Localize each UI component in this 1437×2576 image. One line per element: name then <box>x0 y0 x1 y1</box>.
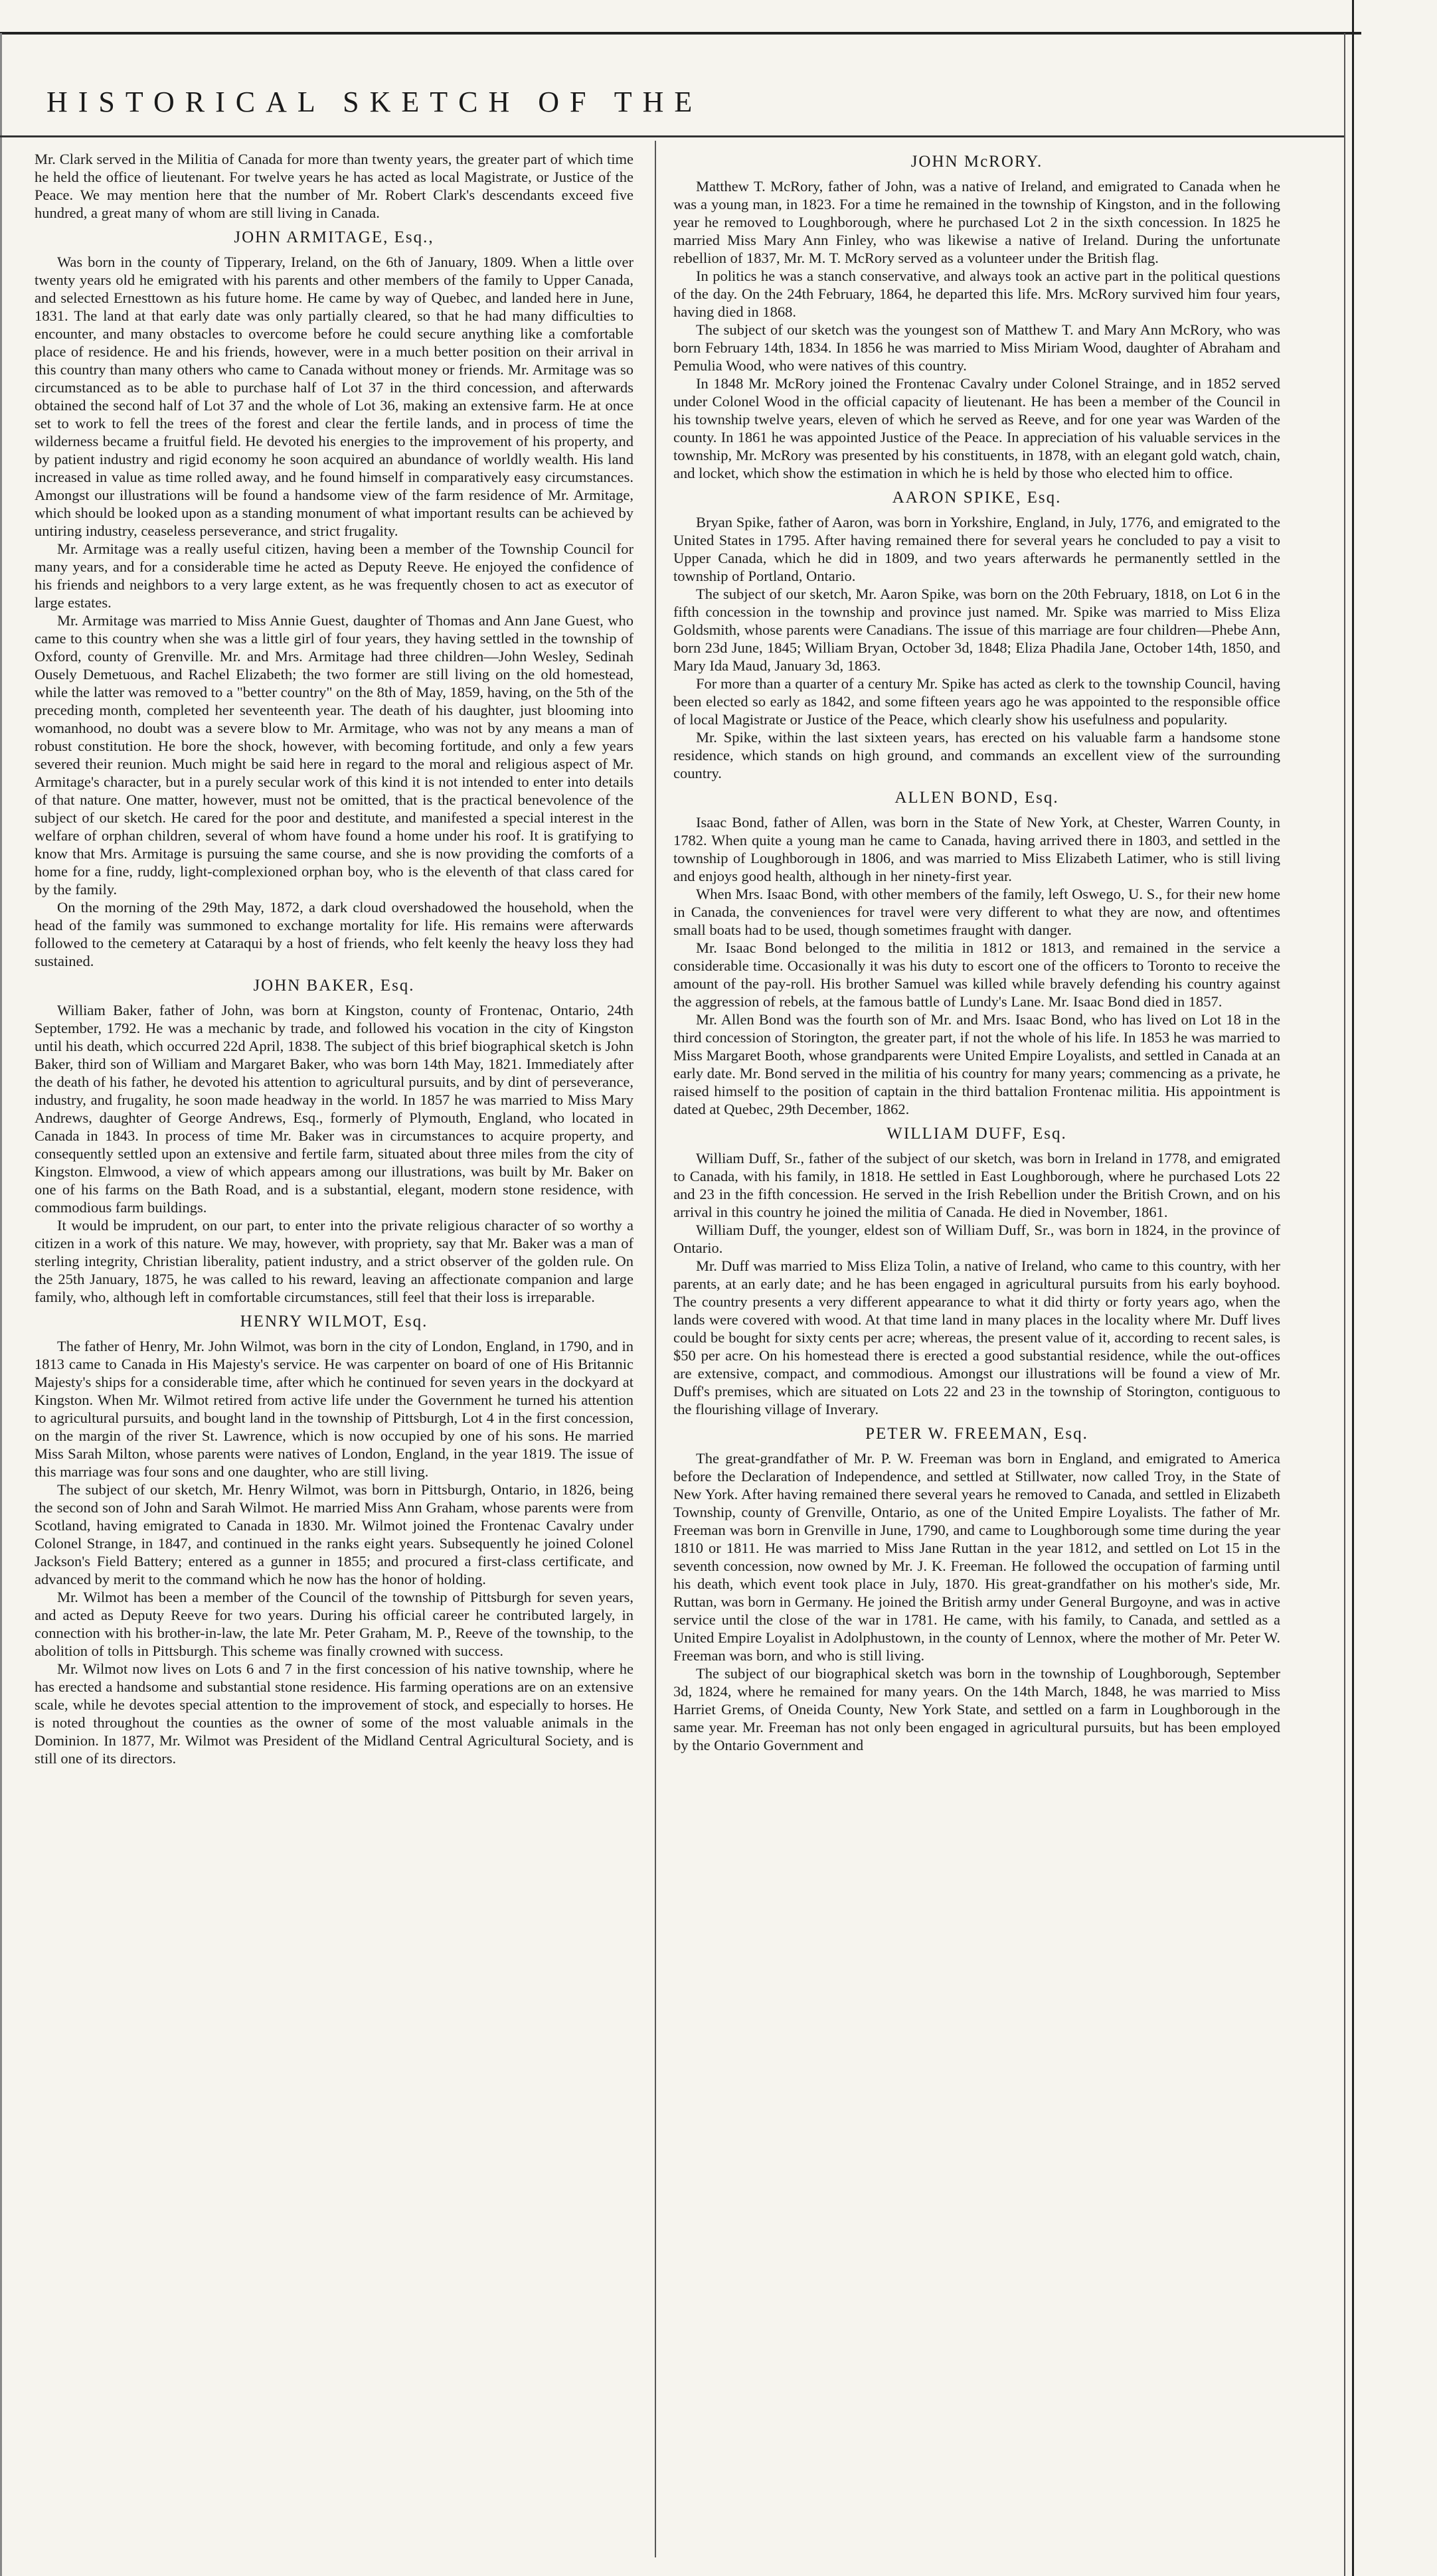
entry-john-mcrory <box>673 153 1280 482</box>
entry-john-baker <box>35 977 634 1306</box>
entry-paragraph: The subject of our sketch, Mr. Henry Wilmot, was born in Pittsburgh, Ontario, in 1826, being the second son of John and Sarah Wilmot. He married Miss Ann Graham, whose parents were from Scotland, having emigrated to Canada in 1830. Mr. Wilmot joined the Frontenac Cavalry under Colonel Strange, in 1847, and continued in the ranks eight years. Subsequently he joined Colonel Jackson's Field Battery; entered as a gunner in 1855; and procured a first-class certificate, and advanced by merit to the command which he now has the honor of holding. <box>35 1481 634 1587</box>
entry-paragraph: Bryan Spike, father of Aaron, was born in Yorkshire, England, in July, 1776, and emigrated to the United States in 1795. After having remained there for several years he concluded to pay a visit to Upper Canada, which he did in 1809, and two years afterwards he permanently settled in the township of Portland, Ontario. <box>673 514 1280 584</box>
entry-paragraph: Mr. Spike, within the last sixteen years, has erected on his valuable farm a handsome stone residence, which stands on high ground, and commands an excellent view of the surrounding country. <box>673 729 1280 781</box>
left-column <box>35 150 634 1774</box>
entry-heading: HENRY WILMOT, Esq. <box>240 1313 428 1330</box>
entry-paragraph: The great-grandfather of Mr. P. W. Freeman was born in England, and emigrated to America before the Declaration of Independence, and settled at Stillwater, now called Troy, in the State of New York. After having remained there several years he removed to Canada, and settled in Elizabeth Township, county of Grenville, Ontario, as one of the United Empire Loyalists. The father of Mr. Freeman was born in Grenville in June, 1790, and came to Loughborough some time during the year 1810 or 1811. He was married to Miss Jane Ruttan in the year 1812, and settled on Lot 15 in the seventh concession, now owned by Mr. J. K. Freeman. He followed the occupation of farming until his death, which event took place in July, 1870. His great-grandfather on his mother's side, Mr. Ruttan, was born in Germany. He joined the British army under General Burgoyne, and was in active service until the close of the war in 1781. He came, with his family, to Canada, and settled as a United Empire Loyalist in Adolphustown, in the county of Lennox, where the mother of Mr. Peter W. Freeman was born, and who is still living. <box>673 1450 1280 1664</box>
entry-paragraph: The father of Henry, Mr. John Wilmot, was born in the city of London, England, in 1790, and in 1813 came to Canada in His Majesty's service. He was carpenter on board of one of His Britannic Majesty's ships for a considerable time, after which he continued for seven years in the dockyard at Kingston. When Mr. Wilmot retired from active life under the Government he turned his attention to agricultural pursuits, and bought land in the township of Pittsburgh, Lot 4 in the first concession, on the margin of the river St. Lawrence, which is now occupied by one of his sons. He married Miss Sarah Milton, whose parents were natives of London, England, in the year 1819. The issue of this marriage was four sons and one daughter, who are still living. <box>35 1338 634 1480</box>
entry-paragraph: Mr. Allen Bond was the fourth son of Mr. and Mrs. Isaac Bond, who has lived on Lot 18 in the third concession of Storington, the greater part, if not the whole of his life. In 1853 he was married to Miss Margaret Booth, whose grandparents were United Empire Loyalists, and settled in Canada at an early date. Mr. Bond served in the militia of his country for many years; commencing as a private, he raised himself to the position of captain in the third battalion Frontenac militia. His appointment is dated at Quebec, 29th December, 1862. <box>673 1011 1280 1117</box>
column-divider <box>655 141 656 2557</box>
entry-allen-bond <box>673 789 1280 1118</box>
page-title: HISTORICAL SKETCH OF THE <box>46 86 703 118</box>
intro-paragraph: Mr. Clark served in the Militia of Canada for more than twenty years, the greater part of which time he held the office of lieutenant. For twelve years he has acted as local Magistrate, or Justice of the Peace. We may mention here that the number of Mr. Robert Clark's descendants exceed five hundred, a great many of whom are still living in Canada. <box>35 151 634 221</box>
entry-paragraph: Mr. Isaac Bond belonged to the militia in 1812 or 1813, and remained in the service a considerable time. Occasionally it was his duty to escort one of the officers to Toronto to receive the amount of the pay-roll. His brother Samuel was killed while bravely defending his country against the aggression of rebels, at the famous battle of Lundy's Lane. Mr. Isaac Bond died in 1857. <box>673 939 1280 1010</box>
entry-paragraph: The subject of our biographical sketch was born in the township of Loughborough, September 3d, 1824, where he remained for many years. On the 14th March, 1848, he was married to Miss Harriet Grems, of Oneida County, New York State, and settled on a farm in Loughborough in the same year. Mr. Freeman has not only been engaged in agricultural pursuits, but has been employed by the Ontario Government and <box>673 1665 1280 1753</box>
entry-paragraph: Was born in the county of Tipperary, Ireland, on the 6th of January, 1809. When a little over twenty years old he emigrated with his parents and other members of the family to Upper Canada, and selected Ernesttown as his future home. He came by way of Quebec, and landed here in June, 1831. The land at that early date was only partially cleared, so that he had many difficulties to encounter, and many obstacles to overcome before he could secure anything like a comfortable place of residence. He and his friends, however, were in a much better position on their arrival in this country than many others who came to Canada without money or friends. Mr. Armitage was so circumstanced as to be able to purchase half of Lot 37 in the third concession, and afterwards obtained the second half of Lot 37 and the whole of Lot 36, making an extensive farm. He at once set to work to fell the trees of the forest and clear the fertile lands, and in process of time the wilderness became a fruitful field. He devoted his energies to the improvement of his property, and by patient industry and rigid economy he soon acquired an abundance of worldly wealth. His land increased in value as time rolled away, and he found himself in comparatively easy circumstances. Amongst our illustrations will be found a handsome view of the farm residence of Mr. Armitage, which should be looked upon as a standing monument of what important results can be achieved by untiring industry, ceaseless perseverance, and strict frugality. <box>35 254 634 539</box>
entry-paragraph: In politics he was a stanch conservative, and always took an active part in the political questions of the day. On the 24th February, 1864, he departed this life. Mrs. McRory survived him four years, having died in 1868. <box>673 268 1280 320</box>
page-frame-top-rule <box>0 32 1361 35</box>
title-rule <box>0 135 1344 137</box>
entry-heading: AARON SPIKE, Esq. <box>892 489 1062 507</box>
entry-paragraph: The subject of our sketch was the youngest son of Matthew T. and Mary Ann McRory, who was born February 14th, 1834. In 1856 he was married to Miss Miriam Wood, daughter of Abraham and Pemulia Wood, who were natives of this country. <box>673 321 1280 374</box>
entry-paragraph: Mr. Duff was married to Miss Eliza Tolin, a native of Ireland, who came to this country, with her parents, at an early date; and he has been engaged in agricultural pursuits from his early boyhood. The country presents a very different appearance to what it did thirty or forty years ago, when the lands were covered with wood. At that time land in many places in the locality where Mr. Duff lives could be bought for sixty cents per acre; whereas, the present value of it, according to recent sales, is $50 per acre. On his homestead there is erected a good substantial residence, while the out-offices are extensive, compact, and commodious. Amongst our illustrations will be found a view of Mr. Duff's premises, which are situated on Lots 22 and 23 in the township of Storington, contiguous to the flourishing village of Inverary. <box>673 1257 1280 1417</box>
entry-paragraph: William Duff, Sr., father of the subject of our sketch, was born in Ireland in 1778, and emigrated to Canada, with his family, in 1818. He settled in East Loughborough, where he purchased Lots 22 and 23 in the fifth concession. He served in the Irish Rebellion under the British Crown, and on his arrival in this country he joined the militia of Canada. He died in November, 1861. <box>673 1150 1280 1220</box>
page-edge-left <box>0 33 2 2576</box>
entry-henry-wilmot <box>35 1313 634 1767</box>
entry-paragraph: Isaac Bond, father of Allen, was born in the State of New York, at Chester, Warren County, in 1782. When quite a young man he came to Canada, having arrived there in 1803, and settled in the township of Loughborough in 1806, and was married to Miss Elizabeth Latimer, who is still living and enjoys good health, although in her ninety-first year. <box>673 814 1280 884</box>
entry-william-duff <box>673 1125 1280 1418</box>
entry-heading: ALLEN BOND, Esq. <box>894 789 1059 807</box>
entry-paragraph: Mr. Armitage was married to Miss Annie Guest, daughter of Thomas and Ann Jane Guest, who came to this country when she was a little girl of four years, they having settled in the township of Oxford, county of Grenville. Mr. and Mrs. Armitage had three children—John Wesley, Sedinah Ousely Demetuous, and Rachel Elizabeth; the two former are still living on the old homestead, while the latter was removed to a "better country" on the 8th of May, 1859, having, on the 5th of the preceding month, completed her seventeenth year. The death of his daughter, just blooming into womanhood, no doubt was a severe blow to Mr. Armitage, who was not by any means a man of robust constitution. He bore the shock, however, with becoming fortitude, and only a few years severed their reunion. Much might be said here in regard to the moral and religious aspect of Mr. Armitage's character, but in a purely secular work of this kind it is not intended to enter into details of that nature. One matter, however, must not be omitted, that is the practical benevolence of the subject of our sketch. He cared for the poor and destitute, and manifested a special interest in the welfare of orphan children, several of whom have found a home under his roof. It is gratifying to know that Mrs. Armitage is pursuing the same course, and she is now providing the comforts of a home for a fine, ruddy, light-complexioned orphan boy, who is the eleventh of that class cared for by the family. <box>35 612 634 898</box>
entry-paragraph: When Mrs. Isaac Bond, with other members of the family, left Oswego, U. S., for their new home in Canada, the conveniences for travel were very different to what they are now, and oftentimes small boats had to be used, though sometimes fraught with danger. <box>673 886 1280 938</box>
entry-heading: JOHN BAKER, Esq. <box>253 977 415 995</box>
right-column <box>673 150 1280 1761</box>
intro-entry <box>35 150 634 222</box>
entry-paragraph: On the morning of the 29th May, 1872, a dark cloud overshadowed the household, when the head of the family was summoned to exchange mortality for life. His remains were afterwards followed to the cemetery at Cataraqui by a host of friends, who felt keenly the heavy loss they had sustained. <box>35 899 634 969</box>
entry-paragraph: The subject of our sketch, Mr. Aaron Spike, was born on the 20th February, 1818, on Lot 6 in the fifth concession in the township and province just named. Mr. Spike was married to Miss Eliza Goldsmith, whose parents were Canadians. The issue of this marriage are four children—Phebe Ann, born 23d June, 1845; William Bryan, October 3d, 1848; Eliza Phadila Jane, October 14th, 1850, and Mary Ida Maud, January 3d, 1863. <box>673 586 1280 674</box>
entry-paragraph: It would be imprudent, on our part, to enter into the private religious character of so worthy a citizen in a work of this nature. We may, however, with propriety, say that Mr. Baker was a man of sterling integrity, Christian liberality, patient industry, and a strict observer of the golden rule. On the 25th January, 1875, he was called to his reward, leaving an affectionate companion and large family, who, although left in comfortable circumstances, still feel that their loss is irreparable. <box>35 1217 634 1305</box>
entry-paragraph: William Duff, the younger, eldest son of William Duff, Sr., was born in 1824, in the province of Ontario. <box>673 1222 1280 1256</box>
entry-heading: WILLIAM DUFF, Esq. <box>887 1125 1067 1143</box>
entry-heading: JOHN McRORY. <box>910 153 1043 171</box>
entry-paragraph: Mr. Wilmot has been a member of the Council of the township of Pittsburgh for seven years, and acted as Deputy Reeve for two years. During his official career he contributed largely, in connection with his brother-in-law, the late Mr. Peter Graham, M. P., Reeve of the township, to the abolition of tolls in Pittsburgh. This scheme was finally crowned with success. <box>35 1589 634 1659</box>
entry-john-armitage <box>35 228 634 970</box>
entry-heading: PETER W. FREEMAN, Esq. <box>865 1425 1088 1443</box>
page-frame-inner-rule <box>1344 33 1345 2576</box>
entry-heading: JOHN ARMITAGE, Esq., <box>234 228 434 246</box>
entry-paragraph: In 1848 Mr. McRory joined the Frontenac Cavalry under Colonel Strainge, and in 1852 served under Colonel Wood in the official capacity of lieutenant. He has been a member of the Council in his township twelve years, eleven of which he served as Reeve, and for one year was Warden of the county. In 1861 he was appointed Justice of the Peace. In appreciation of his valuable services in the township, Mr. McRory was presented by his constituents, in 1878, with an elegant gold watch, chain, and locket, which show the estimation in which he is held by those who elected him to office. <box>673 375 1280 481</box>
entry-peter-w-freeman <box>673 1425 1280 1754</box>
entry-paragraph: For more than a quarter of a century Mr. Spike has acted as clerk to the township Council, having been elected so early as 1842, and some fifteen years ago he was appointed to the responsible office of local Magistrate or Justice of the Peace, which clearly show his usefulness and popularity. <box>673 675 1280 728</box>
entry-paragraph: Mr. Armitage was a really useful citizen, having been a member of the Township Council for many years, and for a considerable time he acted as Deputy Reeve. He enjoyed the confidence of his friends and neighbors to a very large extent, as he was frequently chosen to act as executor of large estates. <box>35 540 634 611</box>
entry-paragraph: Mr. Wilmot now lives on Lots 6 and 7 in the first concession of his native township, where he has erected a handsome and substantial stone residence. His farming operations are on an extensive scale, while he devotes special attention to the improvement of stock, and especially to horses. He is noted throughout the counties as the owner of some of the most valuable animals in the Dominion. In 1877, Mr. Wilmot was President of the Midland Central Agricultural Society, and is still one of its directors. <box>35 1660 634 1767</box>
entry-aaron-spike <box>673 489 1280 782</box>
entry-paragraph: Matthew T. McRory, father of John, was a native of Ireland, and emigrated to Canada when he was a young man, in 1823. For a time he remained in the township of Kingston, and in the following year he removed to Loughborough, where he purchased Lot 2 in the sixth concession. In 1825 he married Miss Mary Ann Finley, who was likewise a native of Ireland. During the unfortunate rebellion of 1837, Mr. M. T. McRory served as a volunteer under the British flag. <box>673 178 1280 266</box>
page-frame-right-rule <box>1352 0 1354 2576</box>
entry-paragraph: William Baker, father of John, was born at Kingston, county of Frontenac, Ontario, 24th September, 1792. He was a mechanic by trade, and followed his vocation in the city of Kingston until his death, which occurred 22d April, 1838. The subject of this brief biographical sketch is John Baker, third son of William and Margaret Baker, who was born 14th May, 1821. Immediately after the death of his father, he devoted his attention to agricultural pursuits, and by dint of perseverance, industry, and frugality, he soon made headway in the world. In 1857 he was married to Miss Mary Andrews, daughter of George Andrews, Esq., formerly of Plymouth, England, who located in Canada in 1843. In process of time Mr. Baker was in circumstances to acquire property, and consequently settled upon an extensive and fertile farm, situated about three miles from the city of Kingston. Elmwood, a view of which appears among our illustrations, was built by Mr. Baker on one of his farms on the Bath Road, and is a substantial, elegant, modern stone residence, with commodious farm buildings. <box>35 1002 634 1216</box>
